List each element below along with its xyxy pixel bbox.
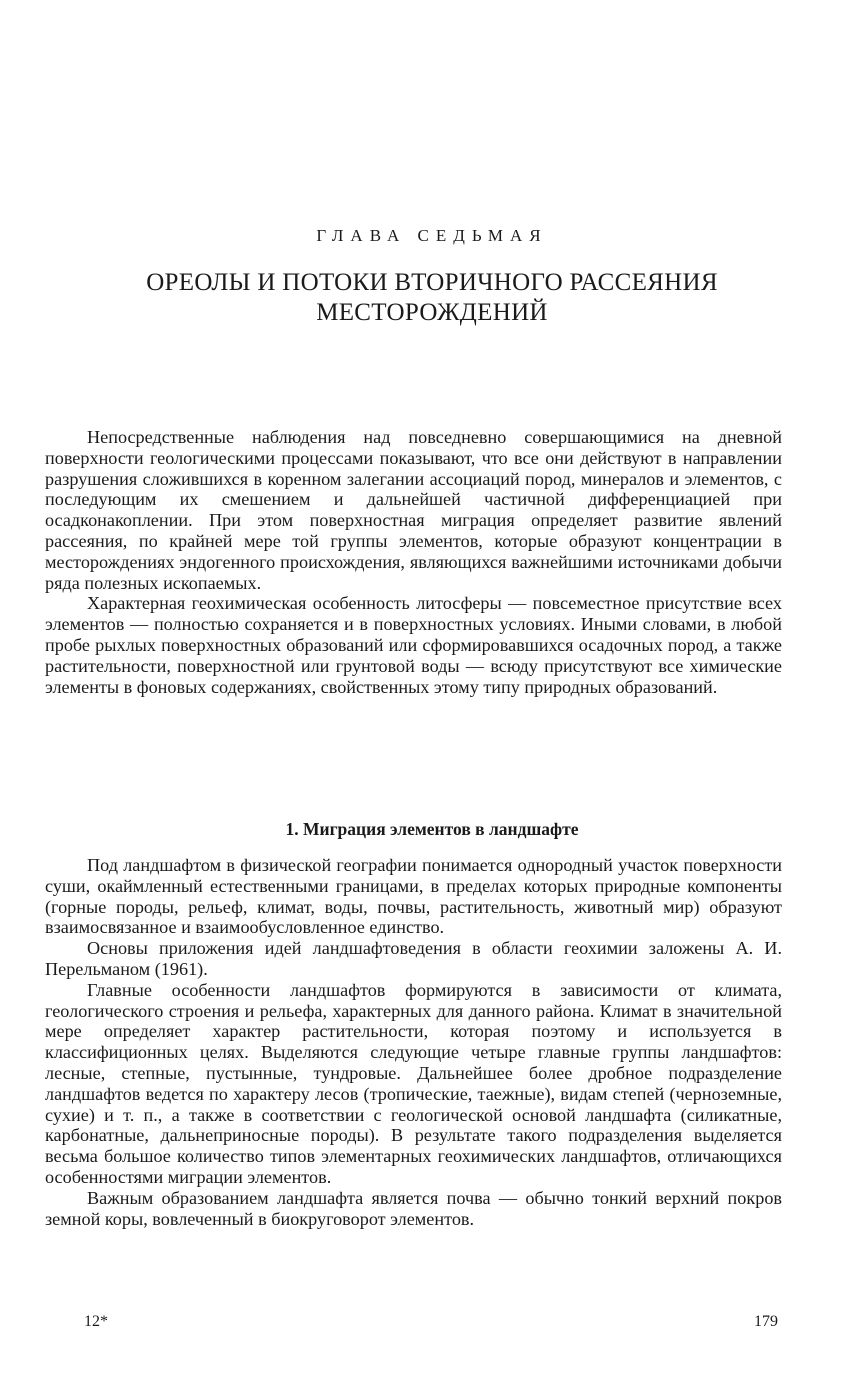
chapter-title-line-1: ОРЕОЛЫ И ПОТОКИ ВТОРИЧНОГО РАССЕЯНИЯ: [146, 269, 718, 296]
chapter-title: [60, 268, 804, 328]
paragraph: Характерная геохимическая особенность литосферы — повсеместное присутствие всех элементов — полностью сохраняется и в поверхностных условиях. Иными словами, в любой пробе рыхлых поверхностных образований или сформировавшихся осадочных пород, а также растительности, поверхностной или грунтовой воды — всюду присутствуют все химические элементы в фоновых содержаниях, свойственных этому типу природных образований.: [45, 593, 782, 697]
section-heading: 1. Миграция элементов в ландшафте: [285, 819, 579, 839]
page-number: 179: [754, 1313, 778, 1330]
paragraph: Под ландшафтом в физической географии понимается однородный участок поверхности суши, окаймленный естественными границами, в пределах которых природные компоненты (горные породы, рельеф, климат, воды, почвы, растительность, животный мир) образуют взаимосвязанное и взаимообусловленное единство.: [45, 855, 782, 938]
paragraph: Основы приложения идей ландшафтоведения в области геохимии заложены А. И. Перельманом (1961).: [45, 938, 782, 979]
section-text: [45, 855, 782, 1229]
intro-text: [45, 427, 782, 697]
chapter-label: ГЛАВА СЕДЬМАЯ: [316, 226, 548, 245]
chapter-title-line-2: МЕСТОРОЖДЕНИЙ: [316, 299, 548, 326]
paragraph: Непосредственные наблюдения над повседневно совершающимися на дневной поверхности геологическими процессами показывают, что все они действуют в направлении разрушения сложившихся в коренном залегании ассоциаций пород, минералов и элементов, с последующим их смешением и дальнейшей частичной дифференциацией при осадконакоплении. При этом поверхностная миграция определяет развитие явлений рассеяния, по крайней мере той группы элементов, которые образуют концентрации в месторождениях эндогенного происхождения, являющихся важнейшими источниками добычи ряда полезных ископаемых.: [45, 427, 782, 593]
paragraph: Важным образованием ландшафта является почва — обычно тонкий верхний покров земной коры, вовлеченный в биокруговорот элементов.: [45, 1187, 782, 1229]
signature-mark: 12*: [84, 1313, 108, 1330]
paragraph: Главные особенности ландшафтов формируются в зависимости от климата, геологического строения и рельефа, характерных для данного района. Климат в значительной мере определяет характер растительности, которая поэтому и используется в классифиционных целях. Выделяются следующие четыре главные группы ландшафтов: лесные, степные, пустынные, тундровые. Дальнейшее более дробное подразделение ландшафтов ведется по характеру лесов (тропические, таежные), видам степей (черноземные, сухие) и т. п., а также в соответствии с геологической основой ландшафта (силикатные, карбонатные, дальнеприносные породы). В результате такого подразделения выделяется весьма большое количество типов элементарных геохимических ландшафтов, отличающихся особенностями миграции элементов.: [45, 979, 782, 1187]
